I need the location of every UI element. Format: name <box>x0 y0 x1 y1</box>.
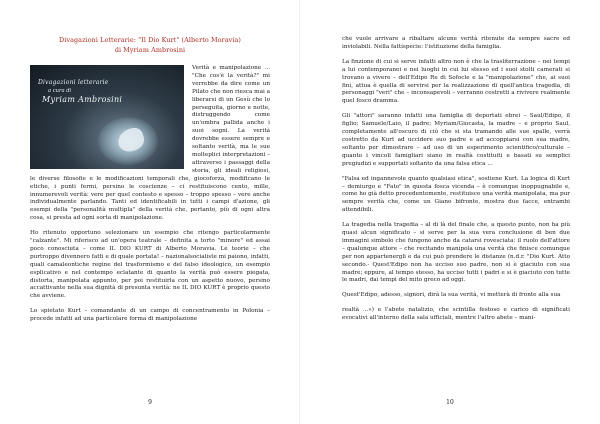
paragraph: La finzione di cui si serve infatti altro non è che la trasliterrazione – nei tempi a lui contemporanei e nei luoghi in cui lui stesso ed i suoi stolti camerati si trovano a vivere – dell'Edipo Re di Sofocle e la "manipolazione" che, ai suoi fini, attua è quella di servirsi per la realizzazione di quell'antica tragedia, di personaggi "veri" che – inconsapevoli – verranno costretti a rivivere realmente quel fosco dramma. <box>342 58 570 105</box>
banner-subtitle: a cura di <box>48 88 72 94</box>
banner-title: Divagazioni letterarie <box>38 79 109 86</box>
paragraph: Quest'Edipo, adesso, signori, dirà la sua verità, vi metterà di fronte alla sua <box>342 292 561 299</box>
right-page <box>300 0 600 424</box>
paragraph: La tragedia nella tragedia – al di là del finale che, a questo punto, non ha più quasi alcun significato – si serve per la sua vera conclusione di ben due immagini simbolo che fungono anche da catarsi rovesciata: il ruolo dell'attore – qualunque attore – che recitando manipola una verità che finisce comunque per non appartenergli e da cui può prendere le distanze (n.d.r. "Dio Kurt. Atto secondo.- Quest'Edipo non ha ucciso suo padre, non si è giaciuto con sua madre; eppure, al tempo stesso, ha ucciso tutti i padri e si è giaciuto con tutte le madri, dai tempi del mito greco ad oggi. <box>342 222 570 284</box>
page-number: 10 <box>446 399 454 406</box>
banner-author: Myriam Ambrosini <box>42 95 123 104</box>
article-author: di Myriam Ambrosini <box>114 45 186 54</box>
paragraph: Verità e manipolazione ... "Che cos'è la verità?" mi verrebbe da dire come un Pilato che non riesca mai a liberarsi di un Gesù che lo perseguita, giorno e notte, distruggendo come un'ombra pallida anche i suoi sogni. La verità dovrebbe essere sempre e soltanto verità, ma le sue molteplici interpretazioni – attraverso i passaggi della storia, gli ideali religiosi, le diverse filosofie e le modificazioni temporali che, giocoforza, modificano le etiche, i punti fermi, persino le coscienze – ci restituiscono cento, mille, innumerevoli verità: vere per quel contesto e spesso – troppo spesso – vere anche individualmente parlando. Tanti ed identificabili in tutti i campi d'azione, gli esempi della "personalità multipla" della verità che, pertanto, più di ogni altra cosa, si presta ad ogni sorta di manipolazione. <box>30 65 271 222</box>
paragraph: Ho ritenuto opportuno selezionare un esempio che ritengo particolarmente "calzante". Mi riferisco ad un'opera teatrale – definita a torto "minore" ed assai poco conosciuta – come IL DIO KURT di Alberto Moravia. Le teorie – che purtroppo divennero fatti e di quale portata! – nazionalsocialiste mi paiono, infatti, quali camaleontiche regine del trasformismo e del falso ideologico, un esempio esplicativo e nel contempo eclatante di quanto la verità può essere piegata, distorta, manipolata appunto, per poi restituirla con un aspetto nuovo, persino accattivante nella sua dignità di presunta verità: ne IL DIO KURT è proprio questo che avviene. <box>30 230 270 300</box>
page-number: 9 <box>148 399 152 406</box>
paragraph: che vuole arrivare a ribaltare alcune verità ritenute da sempre sacre ed inviolabili. Nella fattispecie: l'istituzione della famiglia. <box>342 36 570 50</box>
article-header <box>30 36 270 55</box>
paragraph: Gli "attori" saranno infatti una famiglia di deportati ebrei – Saul/Edipo, il figlio; Samuele/Laio, il padre; Myriam/Giocasta, la madre – e proprio Saul, completamente all'oscuro di ciò che si sta tramando alle sue spalle, verrà costretto da Kurt ad uccidere suo padre e ad accoppiarsi con sua madre, soltanto per dimostrare – ad uso di un esperimento scientifico/culturale – quanto i vincoli famigliari siano in realtà costituiti e basati su semplici pregiudizi e supportati soltanto da una falsa etica ... <box>342 113 570 167</box>
paragraph: realtà ...») e l'abete natalizio, che scintilla festoso e carico di significati evocativi all'interno della sala ufficiali, mentre l'altro abete – mani- <box>342 307 570 322</box>
paragraph: "Falsa ed ingannevole quanto qualsiasi etica", sostiene Kurt. La logica di Kurt – demiurgo e "Fato" in questa fosca vicenda – è comunque inoppugnabile e, come ho già detto precedentemente, restituisce una verità manipolata, ma pur sempre verità che, come un Giano bifronte, mostra due facce, entrambi attendibili. <box>342 175 570 214</box>
paragraph: Lo spietato Kurt – comandante di un campo di concentramento in Polonia – procede infatti ad una particolare forma di manipolazione <box>30 308 270 323</box>
article-title: Divagazioni Letterarie: "Il Dio Kurt" (Alberto Moravia) <box>59 36 241 44</box>
column-banner-image <box>30 65 184 169</box>
